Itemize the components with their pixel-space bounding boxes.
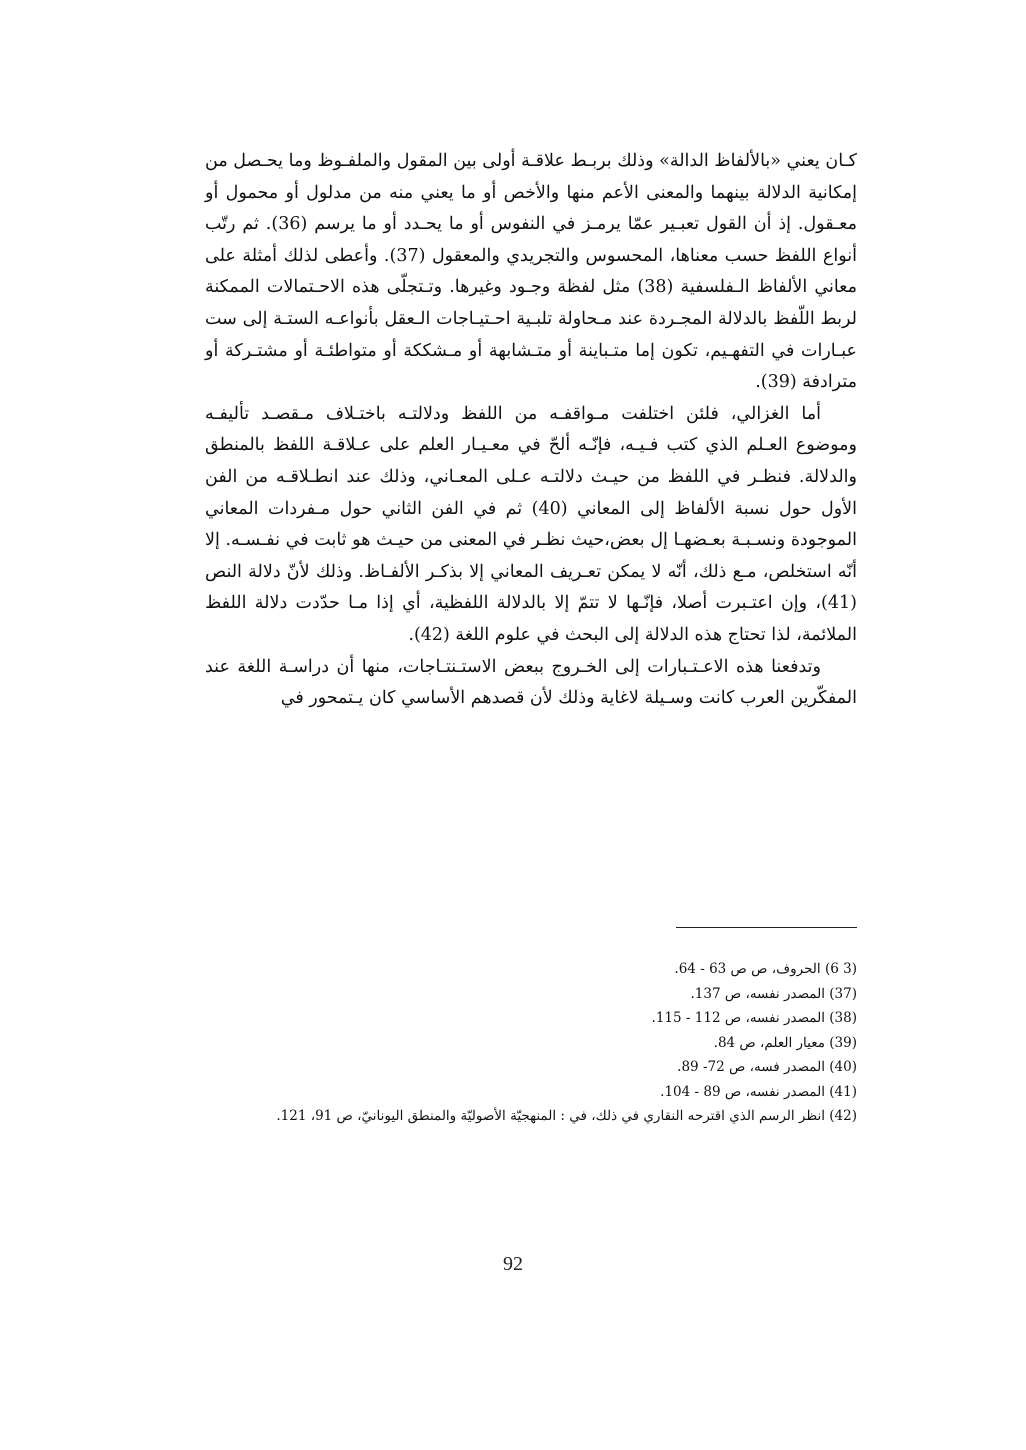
footnote-42: (42) انظر الرسم الذي اقترحه النقاري في ذلك، في : المنهجيّة الأصوليّة والمنطق اليونانيّ، ص 91، 121. (276, 1108, 857, 1124)
paragraph-3: وتدفعنا هذه الاعـتـبارات إلى الخـروج ببعض الاستـنتـاجات، منها أن دراسـة اللغة عند المفكّرين العرب كانت وسـيلة لاغاية وذلك لأن قصدهم الأساسي كان يـتمحور في (205, 656, 857, 709)
footnote-36: (3 6) الحروف، ص ص 63 - 64. (674, 961, 857, 977)
footnote-37: (37) المصدر نفسه، ص 137. (690, 985, 857, 1002)
footnote-separator (676, 927, 857, 928)
paragraph-1: كـان يعني «بالألفاظ الدالة» وذلك بربـط علاقـة أولى بين المقول والملفـوظ وما يحـصل من إمكانية الدلالة بينهما والمعنى الأعم منها والأخص أو ما يعني منه من مدلول أو محمول أو معـقول. إذ أن القول تعبـير عمّا يرمـز في النفوس أو ما يحـدد أو ما يرسم (36). ثم رتّب أنواع اللفظ حسب معناها، المحسوس والتجريدي والمعقول (37). وأعطى لذلك أمثلة على معاني الألفاظ الـفلسفية (38) مثل لفظة وجـود وغيرها. وتـتجلّى هذه الاحـتمالات الممكنة لربط اللّفظ بالدلالة المجـردة عند مـحاولة تلبـية احـتيـاجات الـعقل بأنواعـه الستـة إلى ست عبـارات في التفهـيم، تكون إما متـباينة أو متـشابهة أو مـشككة أو متواطئـة أو مشتـركة أو مترادفة (39). (205, 151, 857, 393)
footnotes (205, 957, 857, 1129)
footnote-38: (38) المصدر نفسه، ص 112 - 115. (651, 1010, 857, 1026)
body-text (205, 146, 857, 715)
page-number: 92 (503, 1253, 523, 1275)
footnote-39: (39) معيار العلم، ص 84. (713, 1034, 857, 1051)
footnote-41: (41) المصدر نفسه، ص 89 - 104. (660, 1083, 857, 1100)
paragraph-2: أما الغزالي، فلئن اختلفت مـواقفـه من اللفظ ودلالتـه باختـلاف مـقصـد تأليفـه وموضوع العـلم الذي كتب فـيـه، فإنّـه ألحّ في معـيـار العلم على عـلاقـة اللفظ بالمنطق والدلالة. فنظـر في اللفظ من حيـث دلالتـه عـلى المعـاني، وذلك عند انطـلاقـه من الفن الأول حول نسبة الألفاظ إلى المعاني (40) ثم في الفن الثاني حول مـفردات المعاني الموجودة ونسـبـة بعـضهـا إل بعض،حيث نظـر في المعنى من حيـث هو ثابت في نفـسـه. إلا أنّه استخلص، مـع ذلك، أنّه لا يمكن تعـريف المعاني إلا بذكـر الألفـاظ. وذلك لأنّ دلالة النص (41)، وإن اعتـبرت أصلا، فإنّـها لا تتمّ إلا بالدلالة اللفظية، أي إذا مـا حدّدت دلالة اللفظ الملائمة، لذا تحتاج هذه الدلالة إلى البحث في علوم اللغة (42). (205, 403, 858, 645)
footnote-40: (40) المصدر فسه، ص 72- 89. (677, 1059, 857, 1075)
